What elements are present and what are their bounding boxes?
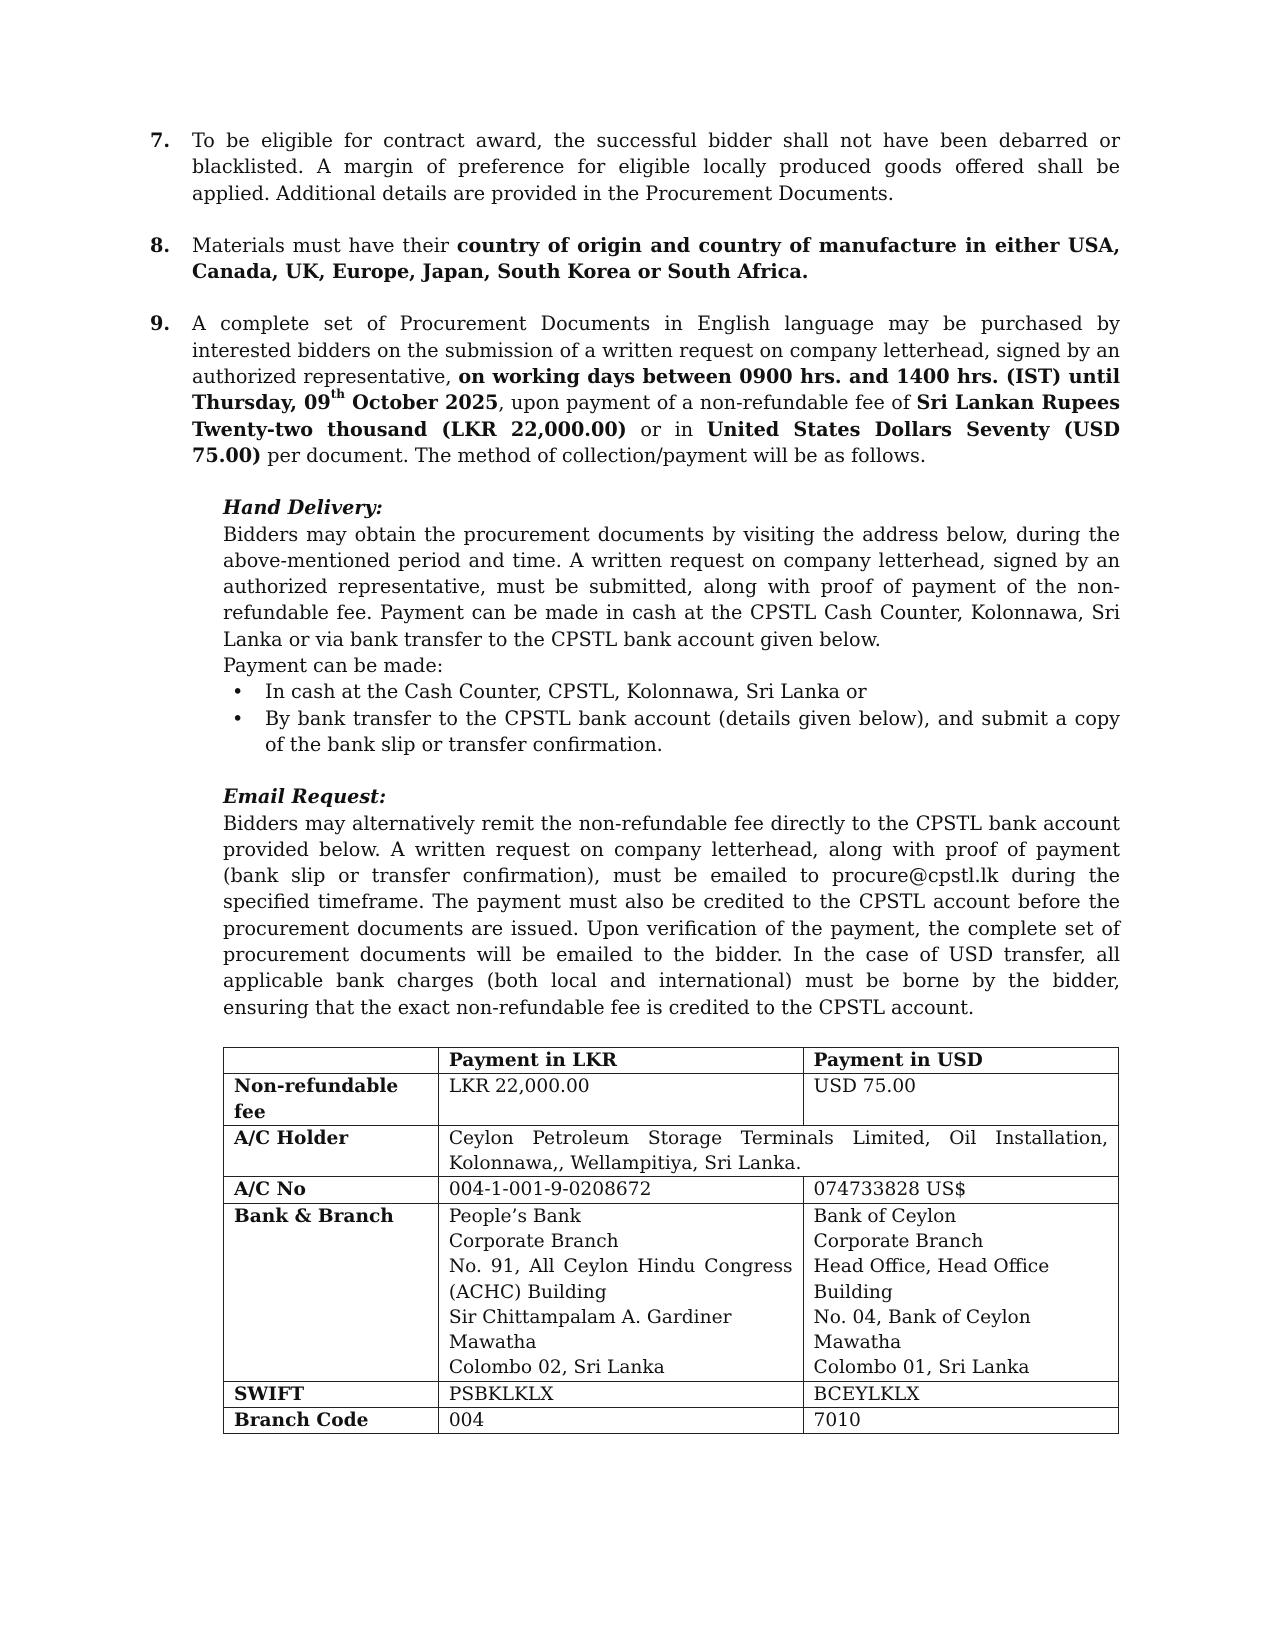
list-item: • In cash at the Cash Counter, CPSTL, Kolonnawa, Sri Lanka or [265, 679, 1120, 705]
clause-text: Materials must have their [192, 233, 457, 257]
cell: USD 75.00 [803, 1074, 1118, 1126]
cell: PSBKLKLX [438, 1381, 803, 1407]
clause-text-bold: country of origin and country of manufacture in either USA, Canada, UK, Europe, Japan, South Korea or South Africa. [192, 233, 1120, 284]
cell: 7010 [803, 1408, 1118, 1434]
clause-text: , upon payment of a non-refundable fee of [498, 391, 917, 415]
cell: BCEYLKLX [803, 1381, 1118, 1407]
cell: LKR 22,000.00 [438, 1074, 803, 1126]
email-request-text: Bidders may alternatively remit the non-refundable fee directly to the CPSTL bank account provided below. A written request on company letterhead, along with proof of payment (bank slip or transfer confirmation), must be emailed to procure@cpstl.lk during the specified timeframe. The payment must also be credited to the CPSTL account before the procurement documents are issued. Upon verification of the payment, the complete set of procurement documents will be emailed to the bidder. In the case of USD transfer, all applicable bank charges (both local and international) must be borne by the bidder, ensuring that the exact non-refundable fee is credited to the CPSTL account. [223, 811, 1120, 1019]
table-row [224, 1125, 1119, 1177]
table-row [224, 1381, 1119, 1407]
email-request-section [150, 784, 1120, 1021]
hand-delivery-section [150, 495, 1120, 758]
clause-number: 8. [150, 233, 171, 257]
clause-text: To be eligible for contract award, the successful bidder shall not have been debarred or blacklisted. A margin of preference for eligible locally produced goods offered shall be applied. Additional details are provided in the Procurement Documents. [192, 129, 1120, 205]
document-page [150, 128, 1120, 1434]
clause-number: 9. [150, 312, 171, 336]
clause-text-bold: Sri Lankan Rupees Twenty-two thousand (LKR 22,000.00) [192, 391, 1121, 441]
payment-options-list [192, 679, 1120, 758]
email-request-title: Email Request: [223, 785, 387, 809]
list-item: • By bank transfer to the CPSTL bank account (details given below), and submit a copy of the bank slip or transfer confirmation. [232, 706, 1120, 756]
table-row [224, 1408, 1119, 1434]
clause-text: A complete set of Procurement Documents in English language may be purchased by interested bidders on the submission of a written request on company letterhead, signed by an authorized representative, [192, 312, 1120, 389]
bullet-icon: • [232, 680, 244, 704]
table-row [224, 1074, 1119, 1126]
clause-8 [150, 233, 1120, 286]
clause-7 [150, 128, 1120, 207]
row-label: Branch Code [224, 1408, 439, 1434]
row-label: SWIFT [224, 1381, 439, 1407]
cell: Bank of Ceylon Corporate Branch Head Office, Head Office Building No. 04, Bank of Ceylon Mawatha Colombo 01, Sri Lanka [803, 1203, 1118, 1381]
row-label: A/C No [224, 1177, 439, 1203]
cell: 074733828 US$ [803, 1177, 1118, 1203]
payment-intro: Payment can be made: [223, 654, 444, 678]
cell: People’s Bank Corporate Branch No. 91, All Ceylon Hindu Congress (ACHC) Building Sir Chittampalam A. Gardiner Mawatha Colombo 02, Sri Lanka [438, 1203, 803, 1381]
cell: 004-1-001-9-0208672 [438, 1177, 803, 1203]
clause-9 [150, 311, 1120, 469]
bullet-icon: • [232, 706, 244, 730]
table-row [224, 1177, 1119, 1203]
bank-details-table [223, 1047, 1119, 1434]
cell: Ceylon Petroleum Storage Terminals Limited, Oil Installation, Kolonnawa,, Wellampitiya, Sri Lanka. [438, 1125, 1118, 1177]
clause-text-bold: on working days between 0900 hrs. and 1400 hrs. (IST) until Thursday, 09 [192, 365, 1121, 415]
cell: 004 [438, 1408, 803, 1434]
header-usd: Payment in USD [803, 1047, 1118, 1073]
clause-text: or in [626, 417, 707, 441]
table-row [224, 1047, 1119, 1073]
clause-text-bold: October 2025 [345, 391, 499, 415]
row-label: Bank & Branch [224, 1203, 439, 1381]
clause-number: 7. [150, 129, 171, 152]
row-label: Non-refundable fee [224, 1074, 439, 1126]
hand-delivery-title: Hand Delivery: [223, 496, 383, 520]
clause-text-bold: United States Dollars Seventy (USD 75.00) [192, 417, 1120, 467]
hand-delivery-text: Bidders may obtain the procurement documents by visiting the address below, during the above-mentioned period and time. A written request on company letterhead, signed by an authorized representative, must be submitted, along with proof of payment of the non-refundable fee. Payment can be made in cash at the CPSTL Cash Counter, Kolonnawa, Sri Lanka or via bank transfer to the CPSTL bank account given below. [223, 522, 1120, 651]
header-lkr: Payment in LKR [438, 1047, 803, 1073]
clause-text: per document. The method of collection/payment will be as follows. [261, 443, 926, 467]
row-label: A/C Holder [224, 1125, 439, 1177]
ordinal-suffix: th [330, 387, 346, 402]
table-row [224, 1203, 1119, 1381]
